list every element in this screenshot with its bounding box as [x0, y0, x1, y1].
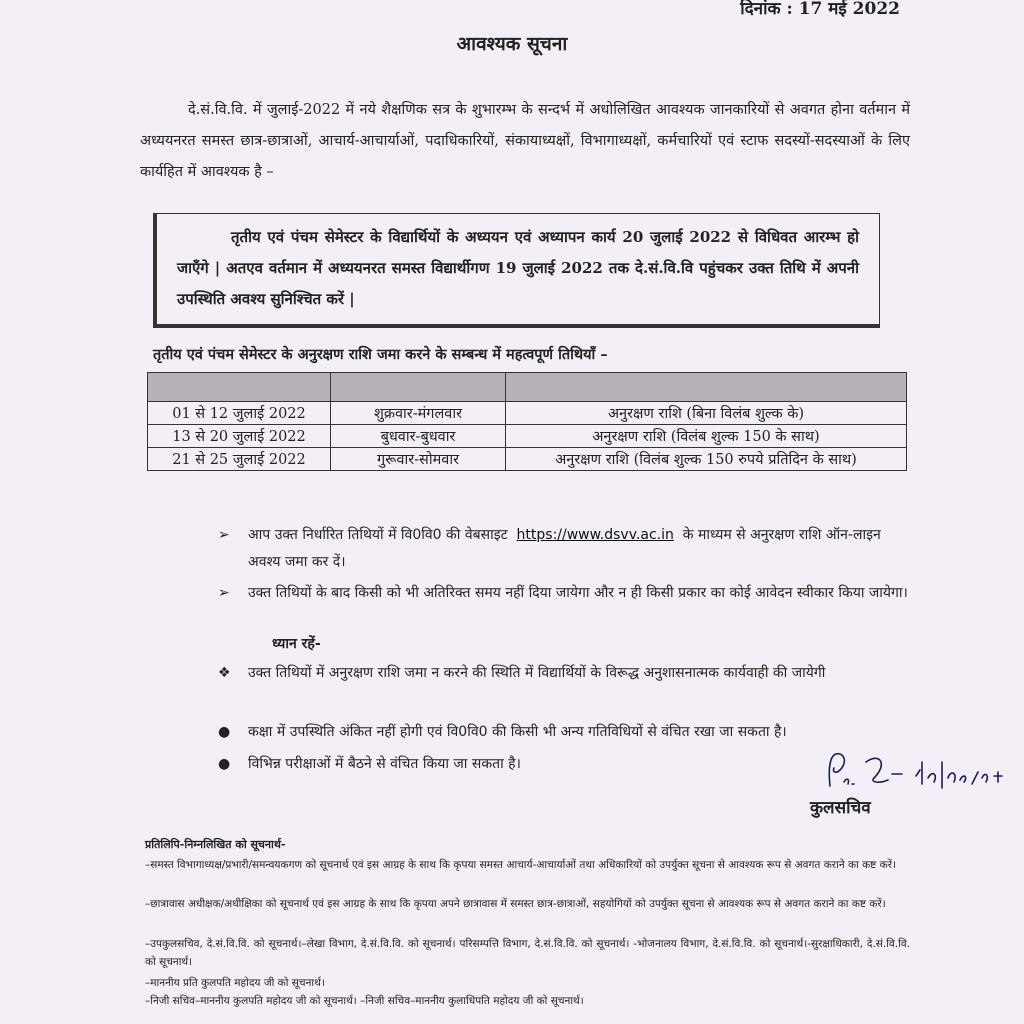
- handwritten-signature: [818, 748, 1018, 800]
- copy-to-heading: प्रतिलिपि-निम्नलिखित को सूचनार्थ-: [145, 838, 286, 851]
- table-cell-dates: 21 से 25 जुलाई 2022: [148, 448, 331, 471]
- diamond-bullet-icon: ❖: [218, 665, 231, 681]
- fee-dates-heading: तृतीय एवं पंचम सेमेस्टर के अनुरक्षण राशि जमा करने के सम्बन्ध में महत्वपूर्ण तिथियाँ –: [153, 346, 608, 363]
- table-row: [148, 402, 907, 425]
- highlight-box: [153, 213, 880, 328]
- point-text: के माध्यम से अनुरक्षण राशि ऑन-लाइन अवश्य जमा कर दें।: [248, 527, 881, 570]
- note-text: उक्त तिथियों में अनुरक्षण राशि जमा न करने की स्थिति में विद्यार्थियों के विरूद्ध अनुशासनात्मक कार्यवाही की जायेगी: [248, 665, 826, 681]
- copy-to-item: –छात्रावास अधीक्षक/अधीक्षिका को सूचनार्थ एवं इस आग्रह के साथ कि कृपया अपने छात्रावास में समस्त छात्र-छात्राओं, सहयोगियों को उपर्युक्त सूचना से आवश्यक रूप से अवगत कराने का कष्ट करें।: [145, 898, 886, 910]
- table-cell-fee: अनुरक्षण राशि (विलंब शुल्क 150 रुपये प्रतिदिन के साथ): [506, 448, 907, 471]
- table-row: [148, 448, 907, 471]
- table-cell-fee: अनुरक्षण राशि (बिना विलंब शुल्क के): [506, 402, 907, 425]
- table-header-cell: [331, 373, 506, 402]
- notice-title: आवश्यक सूचना: [456, 33, 568, 55]
- fee-table: [147, 372, 907, 471]
- intro-paragraph: दे.सं.वि.वि. में जुलाई-2022 में नये शैक्षणिक सत्र के शुभारम्भ के सन्दर्भ में अधोलिखित आवश्यक जानकारियों से अवगत होना वर्तमान में अध्ययनरत समस्त छात्र-छात्राओं, आचार्य-आचार्याओं, पदाधिकारियों, संकायाध्यक्षों, विभागाध्यक्षों, कर्मचारियों एवं स्टाफ सदस्यों-सदस्याओं के लिए कार्यहित में आवश्यक है –: [140, 102, 910, 180]
- highlight-box-text: तृतीय एवं पंचम सेमेस्टर के विद्यार्थियों के अध्ययन एवं अध्यापन कार्य 20 जुलाई 2022 से विधिवत आरम्भ हो जाएँगे | अतएव वर्तमान में अध्ययनरत समस्त विद्यार्थीगण 19 जुलाई 2022 तक दे.सं.वि.वि पहुंचकर उक्त तिथि में अपनी उपस्थिति अवश्य सुनिश्चित करें |: [177, 228, 859, 308]
- table-cell-days: बुधवार-बुधवार: [331, 425, 506, 448]
- table-cell-dates: 01 से 12 जुलाई 2022: [148, 402, 331, 425]
- notice-date: दिनांक : 17 मई 2022: [740, 0, 900, 19]
- table-cell-days: गुरूवार-सोमवार: [331, 448, 506, 471]
- website-link[interactable]: https://www.dsvv.ac.in: [516, 527, 674, 543]
- copy-to-item: –माननीय प्रति कुलपति महोदय जी को सूचनार्थ।: [145, 977, 325, 989]
- table-header-row: [148, 373, 907, 402]
- list-item: [218, 580, 908, 607]
- table-row: [148, 425, 907, 448]
- dot-bullet-icon: ●: [218, 756, 231, 772]
- note-label: ध्यान रहें-: [272, 636, 321, 652]
- table-cell-dates: 13 से 20 जुलाई 2022: [148, 425, 331, 448]
- list-item: [218, 522, 908, 576]
- copy-to-item: –समस्त विभागाध्यक्ष/प्रभारी/समन्वयकगण को सूचनार्थ एवं इस आग्रह के साथ कि कृपया समस्त आचार्य-आचार्याओं तथा अधिकारियों को उपर्युक्त सूचना से आवश्यक रूप से अवगत कराने का कष्ट करें।: [145, 859, 896, 871]
- copy-to-item: –उपकुलसचिव, दे.सं.वि.वि. को सूचनार्थ।–लेखा विभाग, दे.सं.वि.वि. को सूचनार्थ। परिसम्पत्ति विभाग, दे.सं.वि.वि. को सूचनार्थ। -भोजनालय विभाग, दे.सं.वि.वि. को सूचनार्थ।-सुरक्षाधिकारी, दे.सं.वि.वि. को सूचनार्थ।: [145, 938, 910, 968]
- signatory-designation: कुलसचिव: [810, 798, 871, 818]
- list-item: [218, 719, 908, 746]
- point-text: आप उक्त निर्धारित तिथियों में वि0वि0 की वेबसाइट: [248, 527, 508, 543]
- copy-to-item: –निजी सचिव–माननीय कुलपति महोदय जी को सूचनार्थ। –निजी सचिव–माननीय कुलाधिपति महोदय जी को सूचनार्थ।: [145, 995, 584, 1007]
- arrow-bullet-icon: ➢: [218, 527, 230, 543]
- note-text: विभिन्न परीक्षाओं में बैठने से वंचित किया जा सकता है।: [248, 756, 521, 772]
- note-text: कक्षा में उपस्थिति अंकित नहीं होगी एवं वि0वि0 की किसी भी अन्य गतिविधियों से वंचित रखा जा सकता है।: [248, 724, 787, 740]
- dot-bullet-icon: ●: [218, 724, 231, 740]
- list-item: [218, 751, 908, 778]
- table-cell-fee: अनुरक्षण राशि (विलंब शुल्क 150 के साथ): [506, 425, 907, 448]
- table-header-cell: [506, 373, 907, 402]
- arrow-bullet-icon: ➢: [218, 585, 230, 601]
- list-item: [218, 660, 908, 687]
- point-text: उक्त तिथियों के बाद किसी को भी अतिरिक्त समय नहीं दिया जायेगा और न ही किसी प्रकार का कोई आवेदन स्वीकार किया जायेगा।: [248, 585, 908, 601]
- table-cell-days: शुक्रवार-मंगलवार: [331, 402, 506, 425]
- table-header-cell: [148, 373, 331, 402]
